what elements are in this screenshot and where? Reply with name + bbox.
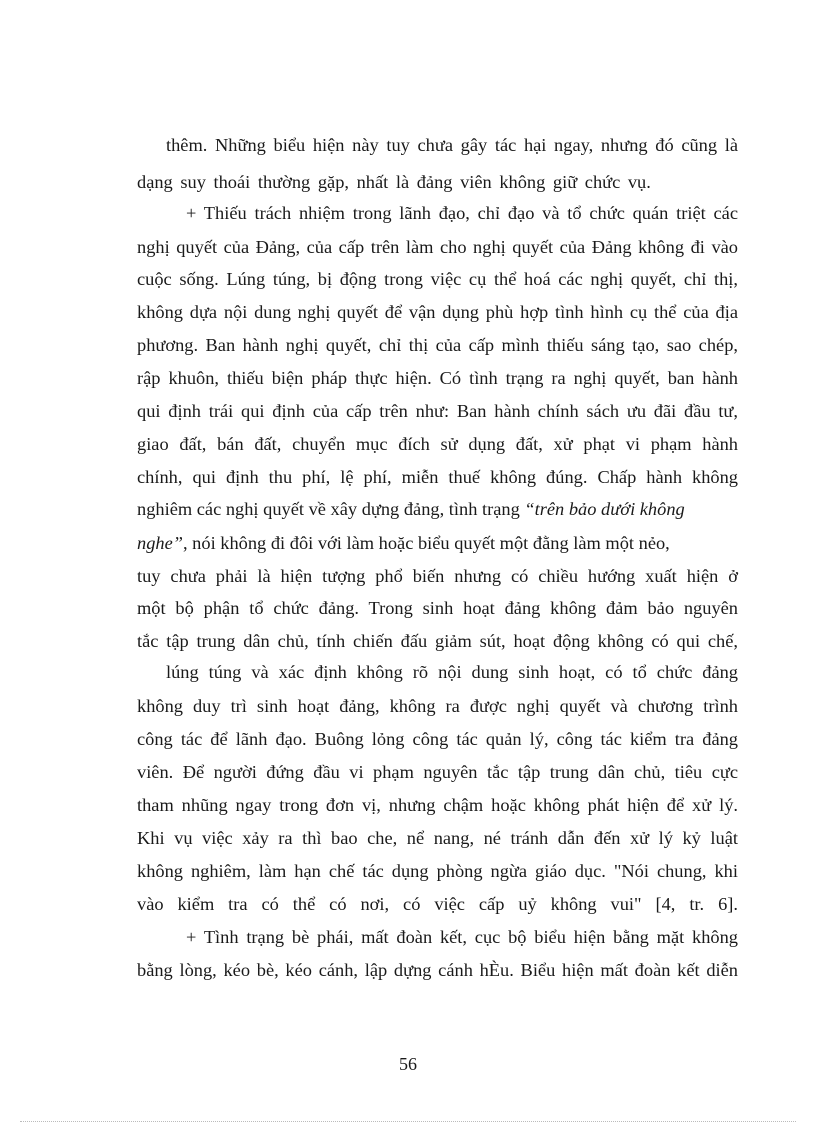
text-line: tắc tập trung dân chủ, tính chiến đấu giảm sút, hoạt động không có qui chế, xyxy=(137,631,738,651)
page-number: 56 xyxy=(399,1054,417,1074)
text-line: viên. Để người đứng đầu vi phạm nguyên tắc tập trung dân chủ, tiêu cực xyxy=(137,762,738,782)
text-line: tham nhũng ngay trong đơn vị, nhưng chậm hoặc không phát hiện để xử lý. xyxy=(137,795,738,815)
text-line: rập khuôn, thiếu biện pháp thực hiện. Có tình trạng ra nghị quyết, ban hành xyxy=(137,368,738,388)
text-line: phương. Ban hành nghị quyết, chỉ thị của cấp mình thiếu sáng tạo, sao chép, xyxy=(137,335,738,355)
text-line: vào kiểm tra có thể có nơi, có việc cấp uỷ không vui" [4, tr. 6]. xyxy=(137,894,738,914)
text-line: nghị quyết của Đảng, của cấp trên làm cho nghị quyết của Đảng không đi vào xyxy=(137,237,738,257)
text-line: lúng túng và xác định không rõ nội dung sinh hoạt, có tổ chức đảng xyxy=(166,662,738,682)
text-run: nghiêm các nghị quyết về xây dựng đảng, tình trạng xyxy=(137,499,525,519)
text-line xyxy=(137,534,670,552)
text-line: không dựa nội dung nghị quyết để vận dụng phù hợp tình hình cụ thể của địa xyxy=(137,302,738,322)
text-line: + Tình trạng bè phái, mất đoàn kết, cục bộ biểu hiện bằng mặt không xyxy=(186,927,738,947)
page-bottom-rule xyxy=(20,1121,796,1122)
text-line: một bộ phận tổ chức đảng. Trong sinh hoạt đảng không đảm bảo nguyên xyxy=(137,598,738,618)
text-line: giao đất, bán đất, chuyển mục đích sử dụng đất, xử phạt vi phạm hành xyxy=(137,434,738,454)
quoted-text: nghe” xyxy=(137,533,183,553)
text-line: Khi vụ việc xảy ra thì bao che, nể nang, né tránh dẫn đến xử lý kỷ luật xyxy=(137,828,738,848)
text-line xyxy=(137,500,685,518)
text-line: tuy chưa phải là hiện tượng phổ biến nhưng có chiều hướng xuất hiện ở xyxy=(137,566,738,586)
text-line: không duy trì sinh hoạt đảng, không ra được nghị quyết và chương trình xyxy=(137,696,738,716)
text-line: cuộc sống. Lúng túng, bị động trong việc cụ thể hoá các nghị quyết, chỉ thị, xyxy=(137,269,738,289)
text-line: bằng lòng, kéo bè, kéo cánh, lập dựng cánh hÈu. Biểu hiện mất đoàn kết diễn xyxy=(137,960,738,980)
text-line: + Thiếu trách nhiệm trong lãnh đạo, chỉ đạo và tổ chức quán triệt các xyxy=(186,203,738,223)
text-line: không nghiêm, làm hạn chế tác dụng phòng ngừa giáo dục. "Nói chung, khi xyxy=(137,861,738,881)
text-line: qui định trái qui định của cấp trên như: Ban hành chính sách ưu đãi đầu tư, xyxy=(137,401,738,421)
text-run: , nói không đi đôi với làm hoặc biểu quyết một đằng làm một nẻo, xyxy=(182,533,670,553)
text-line: chính, qui định thu phí, lệ phí, miễn thuế không đúng. Chấp hành không xyxy=(137,467,738,487)
quoted-text: “trên bảo dưới không xyxy=(524,499,685,519)
text-line: dạng suy thoái thường gặp, nhất là đảng viên không giữ chức vụ. xyxy=(137,172,651,192)
text-line: công tác để lãnh đạo. Buông lỏng công tác quản lý, công tác kiểm tra đảng xyxy=(137,729,738,749)
text-line: thêm. Những biểu hiện này tuy chưa gây tác hại ngay, nhưng đó cũng là xyxy=(166,135,738,155)
